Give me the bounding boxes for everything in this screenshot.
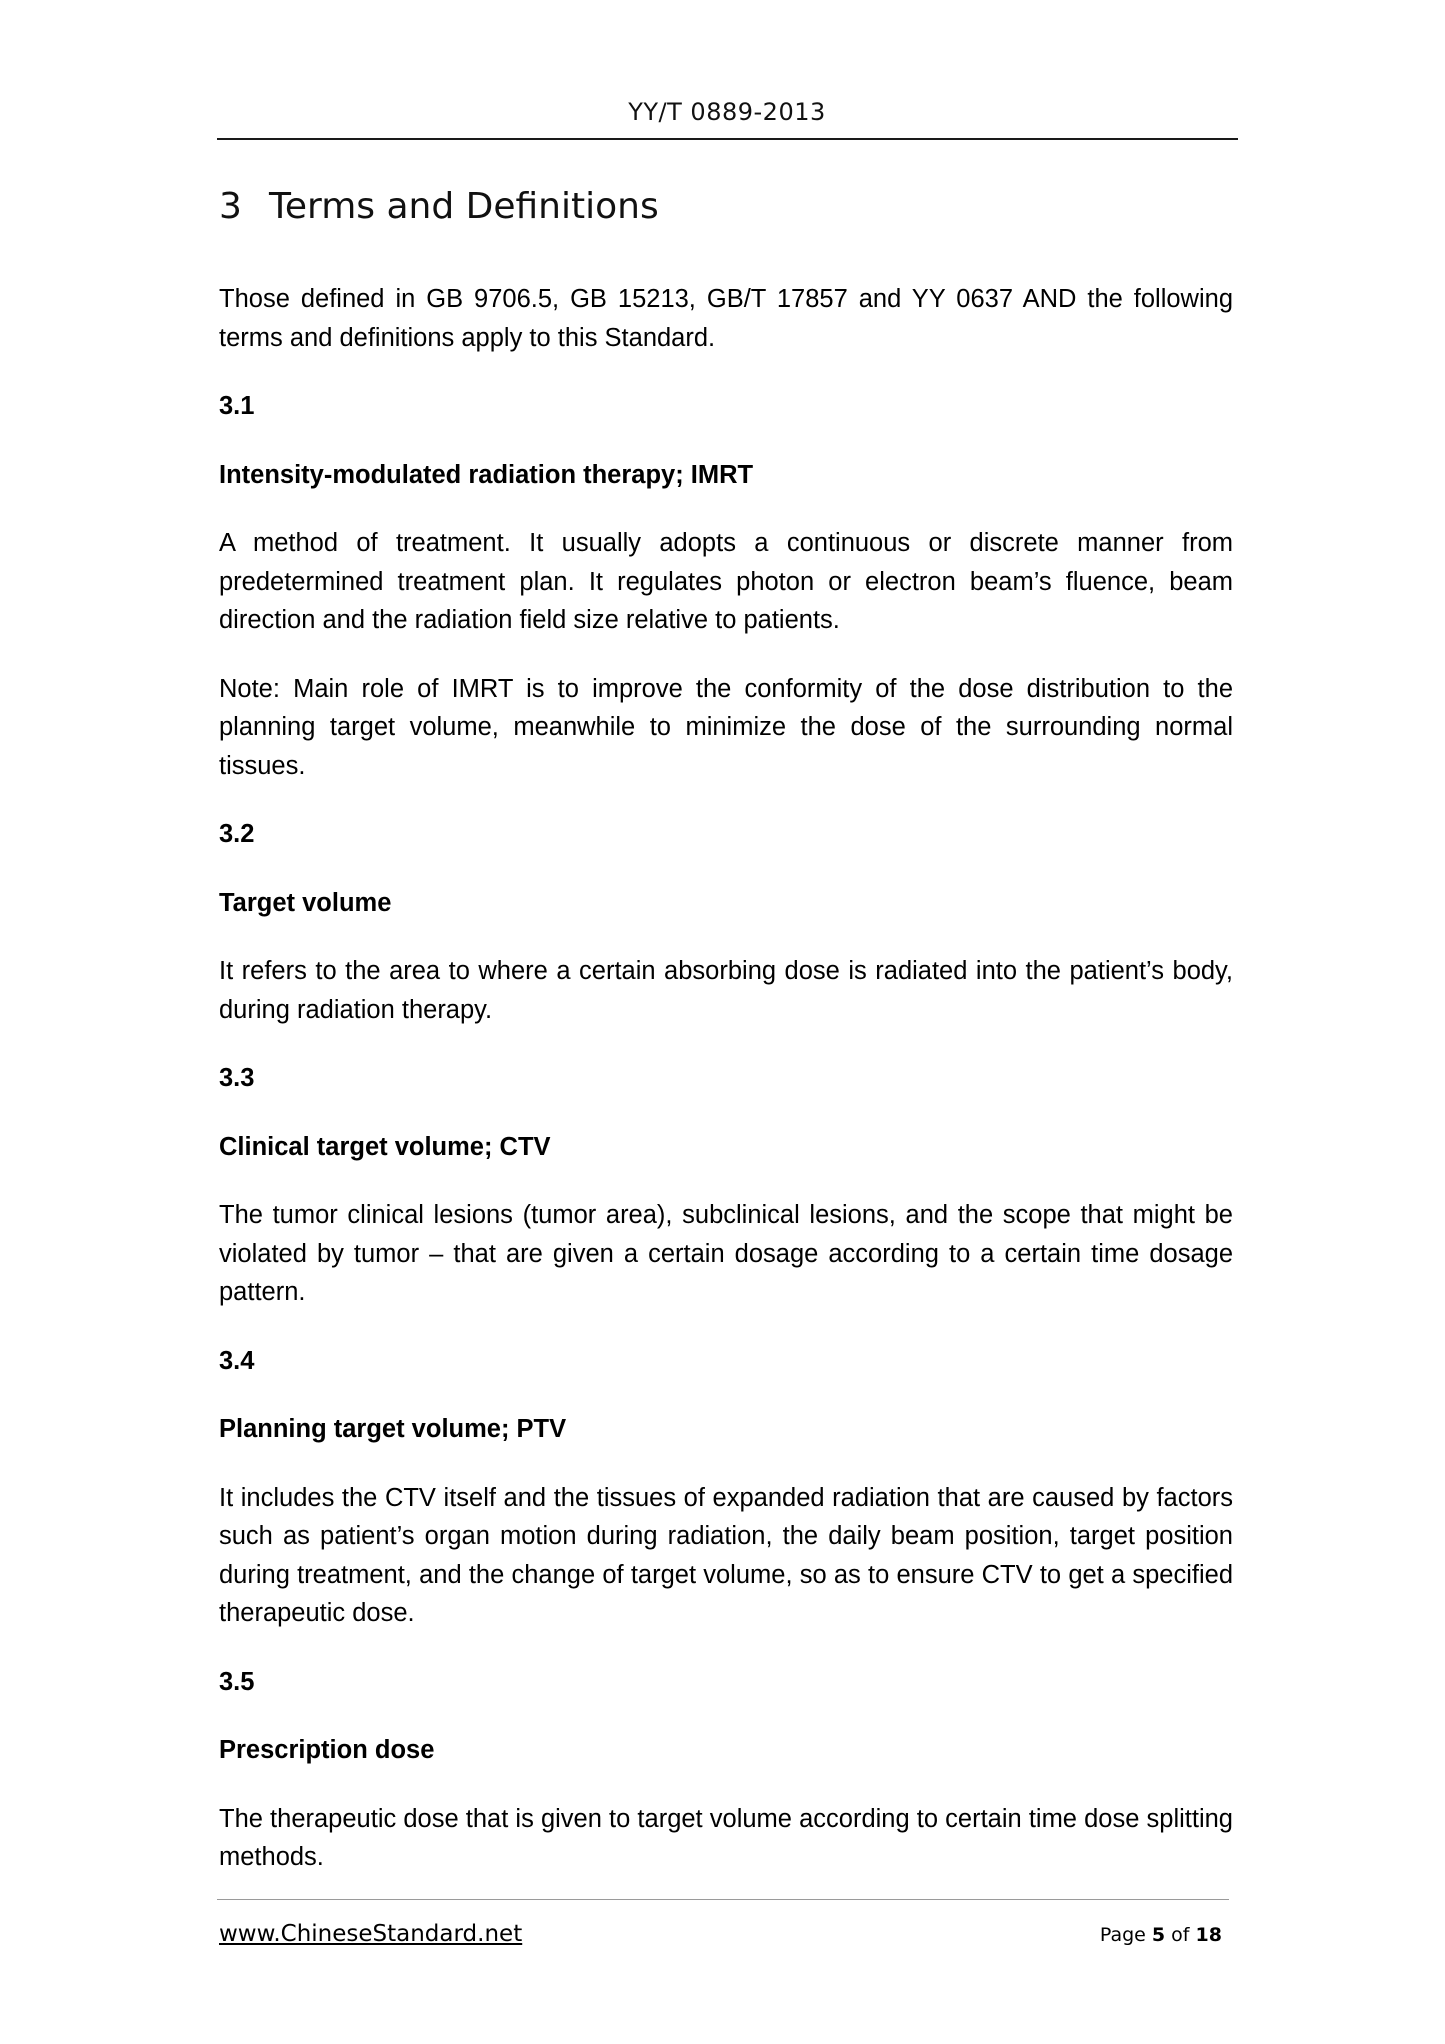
term-name: Target volume [219,888,392,917]
website-link[interactable]: www.ChineseStandard.net [219,1921,523,1947]
term-name: Prescription dose [219,1736,435,1764]
header-divider [217,138,1238,140]
term-number: 3.5 [219,1667,255,1696]
term-definition: The tumor clinical lesions (tumor area), subclinical lesions, and the scope that might be violated by tumor – that are given a certain dosage according to a certain time dosage pattern. [219,1201,1233,1306]
section-number: 3 [219,186,242,227]
term-definition: A method of treatment. It usually adopts a continuous or discrete manner from predetermined treatment plan. It regulates photon or electron beam’s fluence, beam direction and the radiation field size relative to patients. [219,529,1233,634]
total-pages: 18 [1195,1924,1222,1946]
term-entry [219,1059,1233,1312]
intro-paragraph: Those defined in GB 9706.5, GB 15213, GB/T 17857 and YY 0637 AND the following terms and definitions apply to this Standard. [219,285,1233,352]
term-name: Clinical target volume; CTV [219,1132,551,1161]
term-entry [219,815,1233,1029]
term-number: 3.1 [219,392,255,420]
term-number: 3.3 [219,1064,255,1092]
section-body [219,280,1233,1907]
term-number: 3.4 [219,1346,255,1375]
term-note: Note: Main role of IMRT is to improve the conformity of the dose distribution to the planning target volume, meanwhile to minimize the dose of the surrounding normal tissues. [219,674,1233,780]
term-definition: It refers to the area to where a certain absorbing dose is radiated into the patient’s body, during radiation therapy. [219,957,1233,1024]
footer-divider [217,1899,1229,1900]
page-number [1000,1924,1222,1946]
term-name: Planning target volume; PTV [219,1415,567,1443]
term-definition: The therapeutic dose that is given to target volume according to certain time dose splitting methods. [219,1804,1233,1871]
section-heading [219,186,659,227]
current-page: 5 [1151,1924,1166,1946]
term-definition: It includes the CTV itself and the tissues of expanded radiation that are caused by factors such as patient’s organ motion during radiation, the daily beam position, target position during treatment, and the change of target volume, so as to ensure CTV to get a specified therapeutic dose. [219,1483,1233,1627]
term-entry [219,1342,1233,1633]
section-title: Terms and Definitions [269,186,659,227]
term-number: 3.2 [219,820,255,848]
page-label: Page [1099,1924,1146,1946]
term-name: Intensity-modulated radiation therapy; IMRT [219,460,754,489]
page-of-label: of [1171,1924,1190,1946]
term-entry [219,1663,1233,1877]
term-entry [219,387,1233,785]
page-header: YY/T 0889-2013 [628,98,826,126]
